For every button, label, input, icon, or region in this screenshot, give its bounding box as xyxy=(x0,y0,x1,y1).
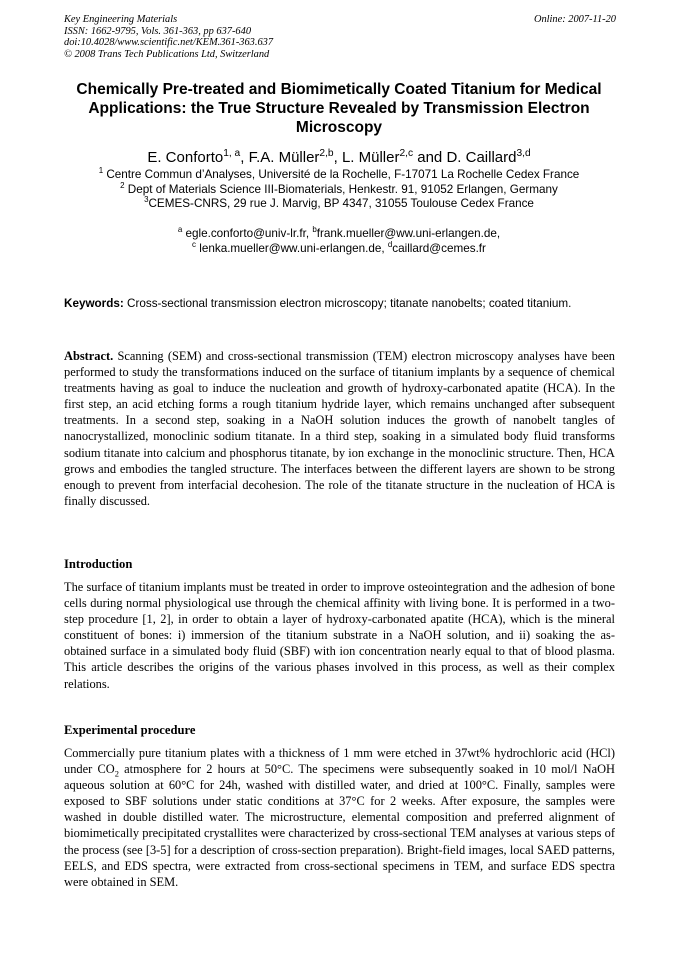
keywords-text: Cross-sectional transmission electron microscopy; titanate nanobelts; coated titanium. xyxy=(123,297,572,310)
author-superscript: 1, a xyxy=(223,148,241,159)
author-name: E. Conforto xyxy=(147,149,224,166)
affiliation-text: Centre Commun d’Analyses, Université de la Rochelle, F-17071 La Rochelle Cedex France xyxy=(103,168,580,181)
email-marker: a xyxy=(177,225,183,235)
affiliation-marker: 3 xyxy=(144,195,149,205)
experimental-subscript: 2 xyxy=(114,768,119,779)
experimental-text-a: Commercially pure titanium plates with a thickness of 1 mm were etched in 37wt% hydrochloric acid (HCl) under CO xyxy=(64,746,615,777)
journal-header xyxy=(64,14,273,60)
author-separator: , xyxy=(333,149,342,166)
doi-line: doi:10.4028/www.scientific.net/KEM.361-363.637 xyxy=(64,37,274,49)
email-line xyxy=(40,239,638,257)
affiliation-text: Dept of Materials Science III-Biomaterials, Henkestr. 91, 91052 Erlangen, Germany xyxy=(124,182,558,196)
email-address[interactable]: lenka.mueller@ww.uni-erlangen.de, xyxy=(196,241,388,255)
abstract xyxy=(64,348,615,509)
author-name: F.A. Müller xyxy=(248,149,320,166)
online-date: Online: 2007-11-20 xyxy=(533,14,616,25)
affiliation-marker: 1 xyxy=(98,166,104,176)
email-marker: b xyxy=(312,225,317,235)
experimental-text-b: atmosphere for 2 hours at 50°C. The specimens were subsequently soaked in 10 mol/l NaOH aqueous solution at 60°C for 24h, washed with distilled water, and dried at 100°C. Finally, samples were exposed to SBF solutions under static conditions at 37°C for 2 weeks. After exposure, the samples were washed in double distilled water. The microstructure, elemental composition and preferred alignment of biomimetically precipitated crystallites were characterized by cross-sectional TEM analyses at various steps of the process (see [3-5] for a description of cross-section preparation). Bright-field images, local SAED patterns, EELS, and EDS spectra, were extracted from cross-sectional specimens in TEM, and surface EDS spectra were obtained in SEM. xyxy=(64,762,615,889)
email-address[interactable]: caillard@cemes.fr xyxy=(392,241,486,255)
experimental-text xyxy=(64,745,615,890)
author-superscript: 2,c xyxy=(399,148,414,159)
email-address[interactable]: egle.conforto@univ-lr.fr, xyxy=(182,227,313,240)
author-superscript: 3,d xyxy=(516,148,531,159)
author-name: L. Müller xyxy=(341,149,400,166)
affiliation-line xyxy=(40,180,638,198)
introduction-heading: Introduction xyxy=(64,557,133,571)
email-marker: d xyxy=(387,239,393,249)
keywords xyxy=(64,296,620,311)
experimental-heading: Experimental procedure xyxy=(64,723,196,737)
affiliation-marker: 2 xyxy=(120,180,125,190)
author-list xyxy=(40,149,638,167)
copyright-line: © 2008 Trans Tech Publications Ltd, Switzerland xyxy=(64,48,270,60)
affiliation-line xyxy=(40,168,638,183)
journal-name: Key Engineering Materials xyxy=(64,14,178,25)
author-separator: , xyxy=(240,149,249,166)
keywords-label: Keywords: xyxy=(64,297,124,310)
email-list xyxy=(40,227,638,256)
email-marker: c xyxy=(192,239,196,249)
author-superscript: 2,b xyxy=(319,148,334,159)
author-separator: and xyxy=(413,149,447,166)
affiliation-text: CEMES-CNRS, 29 rue J. Marvig, BP 4347, 31055 Toulouse Cedex France xyxy=(148,197,534,210)
abstract-text: Scanning (SEM) and cross-sectional transmission (TEM) electron microscopy analyses have been performed to study the transformations induced on the surface of titanium implants by a sequence of chemical treatments having as goal to induce the nucleation and growth of hydroxy-carbonated apatite (HCA). In the first step, an acid etching forms a rough titanium hydride layer, which remains unchanged after subsequent treatments. In a second step, soaking in a NaOH solution induces the growth of nanobelt tangles of nanocrystallized, monoclinic sodium titanate. In a third step, soaking in a simulated body fluid transforms sodium titanate into calcium and phosphorus titanate, by ion exchange in the monoclinic structure. Then, HCA grows and embodies the tangled structure. The interfaces between the different layers are shown to be strong enough to prevent from interfacial decohesion. The role of the titanate structure in the nucleation of HCA is finally discussed. xyxy=(64,349,615,508)
introduction-text: The surface of titanium implants must be treated in order to improve osteointegration and the adhesion of bone cells during normal physiological use through the chemical affinity with living bone. It is performed in a two-step procedure [1, 2], in order to obtain a layer of hydroxy-carbonated apatite (HCA), which is the mineral constituent of bones: i) immersion of the titanium substrate in a NaOH solution, and ii) soaking the as-obtained surface in a simulated body fluid (SBF) with ion concentration nearly equal to that of blood plasma. This article describes the origins of the various phases involved in this process, as well as their complex relations. xyxy=(64,580,615,691)
affiliation-line xyxy=(40,197,638,212)
email-line xyxy=(40,227,638,242)
author-name: D. Caillard xyxy=(446,149,517,166)
email-address[interactable]: frank.mueller@ww.uni-erlangen.de, xyxy=(316,227,501,240)
paper-title: Chemically Pre-treated and Biomimetically Coated Titanium for Medical Applications: the True Structure Revealed by Transmission Electron Microscopy xyxy=(76,81,602,136)
abstract-label: Abstract. xyxy=(64,349,114,363)
affiliation-list xyxy=(40,168,638,212)
issn-line: ISSN: 1662-9795, Vols. 361-363, pp 637-640 xyxy=(64,25,252,37)
